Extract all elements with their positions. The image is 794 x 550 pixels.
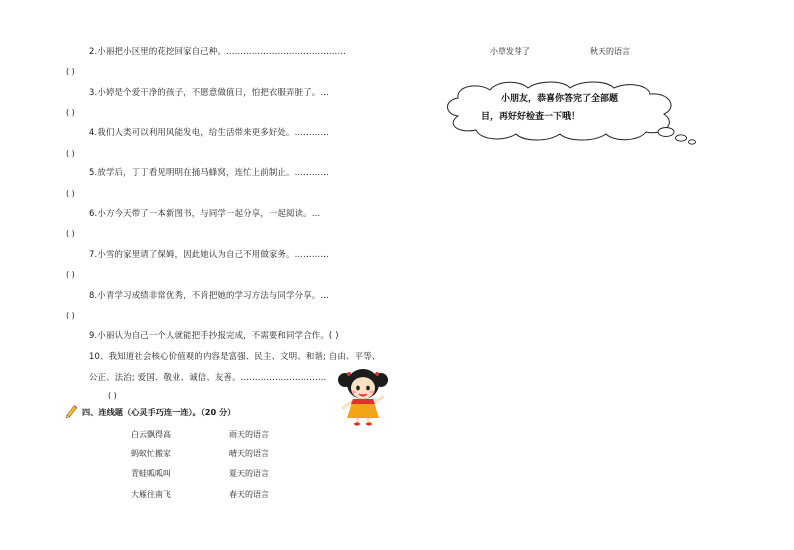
question-6 bbox=[89, 209, 320, 217]
cloud-message-line1: 小朋友，恭喜你答完了全部题 bbox=[501, 94, 619, 104]
question-9: 9.小丽认为自己一个人就能把手抄报完成，不需要和同学合作。( ) bbox=[89, 330, 339, 340]
question-number: 3. bbox=[89, 87, 98, 97]
pencil-icon bbox=[64, 404, 78, 418]
answer-paren[interactable]: ( ) bbox=[66, 189, 75, 198]
match-right-item[interactable]: 雨天的语言 bbox=[229, 430, 269, 439]
match-right-item[interactable]: 晴天的语言 bbox=[229, 449, 269, 458]
match-left-item[interactable]: 大雁往南飞 bbox=[131, 490, 171, 499]
question-text: 小方今天带了一本新图书，与同学一起分享，一起阅读。… bbox=[97, 208, 321, 218]
answer-paren[interactable]: ( ) bbox=[66, 67, 75, 76]
question-3 bbox=[89, 88, 329, 96]
question-text: 放学后，丁丁看见明明在捅马蜂窝，连忙上前制止。………… bbox=[97, 167, 329, 177]
question-10-line1: 10、我知道社会核心价值观的内容是富强、民主、文明、和谐; 自由、平等、 bbox=[89, 351, 381, 361]
match-left-item-continued[interactable]: 小草发芽了 bbox=[490, 47, 530, 56]
question-2 bbox=[89, 47, 346, 55]
match-left-item[interactable]: 白云飘得高 bbox=[131, 430, 171, 439]
answer-paren[interactable]: ( ) bbox=[108, 391, 117, 400]
answer-paren[interactable]: ( ) bbox=[66, 108, 75, 117]
cloud-message-line2: 目，再好好检查一下哦！ bbox=[481, 112, 581, 122]
question-number: 5. bbox=[89, 167, 98, 177]
match-left-item[interactable]: 蚂蚁忙搬家 bbox=[131, 449, 171, 458]
answer-paren[interactable]: ( ) bbox=[66, 311, 75, 320]
question-4 bbox=[89, 128, 329, 136]
question-number: 6. bbox=[89, 208, 98, 218]
match-right-item[interactable]: 春天的语言 bbox=[229, 490, 269, 499]
question-number: 2. bbox=[89, 46, 98, 56]
question-text: 小青学习成绩非常优秀，不肯把她的学习方法与同学分享。… bbox=[97, 290, 329, 300]
answer-paren[interactable]: ( ) bbox=[66, 229, 75, 238]
question-7 bbox=[89, 250, 329, 258]
cartoon-girl-illustration bbox=[337, 364, 389, 426]
question-text: 我们人类可以利用风能发电，给生活带来更多好处。………… bbox=[97, 127, 329, 137]
question-10-line2: 公正、法治; 爱国、敬业、诚信、友善。………………………… bbox=[89, 372, 327, 382]
section-4-title: 四、连线题（心灵手巧连一连）。（20 分） bbox=[82, 407, 236, 417]
answer-paren[interactable]: ( ) bbox=[66, 270, 75, 279]
match-right-item[interactable]: 夏天的语言 bbox=[229, 469, 269, 478]
question-number: 4. bbox=[89, 127, 98, 137]
question-text: 小婷是个爱干净的孩子，不愿意做值日，怕把衣服弄脏了。… bbox=[97, 87, 329, 97]
match-right-item-continued[interactable]: 秋天的语言 bbox=[590, 47, 630, 56]
question-text: 小雪的家里请了保姆，因此她认为自己不用做家务。………… bbox=[97, 249, 329, 259]
question-8 bbox=[89, 291, 329, 299]
question-number: 7. bbox=[89, 249, 98, 259]
question-5 bbox=[89, 168, 329, 176]
answer-paren[interactable]: ( ) bbox=[66, 149, 75, 158]
question-number: 8. bbox=[89, 290, 98, 300]
question-text: 小丽把小区里的花挖回家自己种。…………………………………… bbox=[97, 46, 347, 56]
match-left-item[interactable]: 青蛙呱呱叫 bbox=[131, 469, 171, 478]
